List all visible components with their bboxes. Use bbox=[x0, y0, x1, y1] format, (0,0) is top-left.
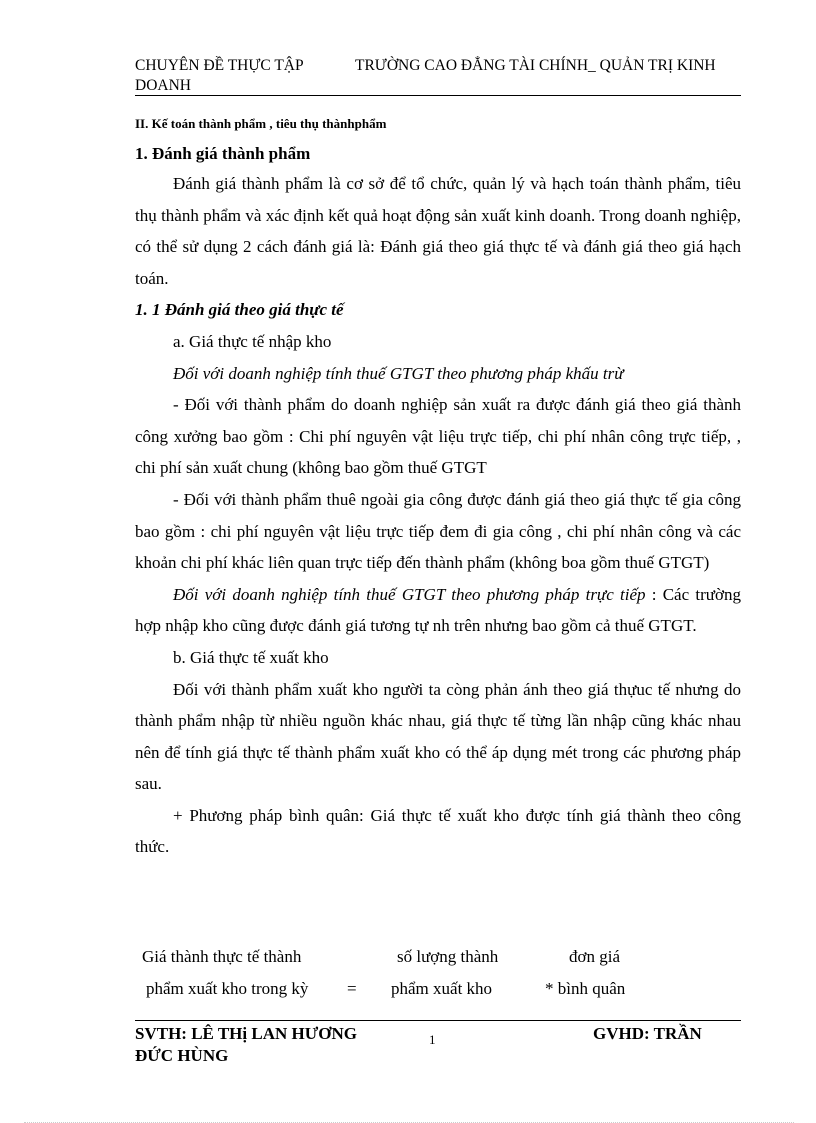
document-body bbox=[135, 114, 741, 863]
header-left: CHUYÊN ĐỀ THỰC TẬP bbox=[135, 57, 304, 74]
paragraph-2: - Đối với thành phẩm do doanh nghiệp sản xuất ra được đánh giá theo giá thành công xưởng bao gồm : Chi phí nguyên vật liệu trực tiếp, chi phí nhân công trực tiếp, , chi phí sản xuất chung (không bao gồm thuế GTGT bbox=[135, 395, 741, 478]
formula-r1c2: số lượng thành bbox=[397, 947, 499, 966]
subheading-b: b. Giá thực tế xuất kho bbox=[173, 647, 329, 667]
subheading-a: a. Giá thực tế nhập kho bbox=[173, 331, 332, 351]
paragraph-1: Đánh giá thành phẩm là cơ sở để tổ chức, quản lý và hạch toán thành phẩm, tiêu thụ thành phẩm và xác định kết quả hoạt động sản xuất kinh doanh. Trong doanh nghiệp, có thể sử dụng 2 cách đánh giá là: Đánh giá theo giá thực tế và đánh giá theo giá hạch toán. bbox=[135, 174, 741, 288]
footer-rule bbox=[135, 1020, 741, 1021]
footer-right: GVHD: TRẦN bbox=[593, 1024, 702, 1043]
formula bbox=[135, 947, 741, 1007]
page-number: 1 bbox=[429, 1032, 436, 1047]
paragraph-3: - Đối với thành phẩm thuê ngoài gia công được đánh giá theo giá thực tế gia công bao gồm : chi phí nguyên vật liệu trực tiếp đem đi gia công , chi phí nhân công và các khoản chi phí khác liên quan trực tiếp đến thành phẩm (không boa gồm thuế GTGT) bbox=[135, 489, 741, 573]
formula-r1c3: đơn giá bbox=[569, 947, 621, 966]
formula-equals: = bbox=[347, 979, 357, 998]
paragraph-4-rest: : Các trường hợp nhập kho cũng được đánh giá tương tự nh trên nhưng bao gồm cả thuế GTGT. bbox=[135, 584, 741, 636]
heading-1: 1. Đánh giá thành phẩm bbox=[135, 144, 311, 163]
paragraph-4-italic: Đối với doanh nghiệp tính thuế GTGT theo phương pháp trực tiếp bbox=[173, 584, 646, 604]
formula-r2c2: phẩm xuất kho bbox=[391, 979, 493, 998]
formula-r1c1: Giá thành thực tế thành bbox=[142, 947, 302, 966]
heading-1-1: 1. 1 Đánh giá theo giá thực tế bbox=[135, 300, 344, 320]
formula-r2c1: phẩm xuất kho trong kỳ bbox=[146, 979, 309, 998]
paragraph-5: Đối với thành phẩm xuất kho người ta còng phản ánh theo giá thựuc tế nhưng do thành phẩm nhập từ nhiều nguồn khác nhau, giá thực tế từng lần nhập cũng khác nhau nên để tính giá thực tế thành phẩm xuất kho có thể áp dụng mét trong các phương pháp sau. bbox=[135, 679, 741, 794]
header-rule bbox=[135, 95, 741, 96]
footer-left: SVTH: LÊ THị LAN HƯƠNG bbox=[135, 1024, 357, 1043]
italic-line-a: Đối với doanh nghiệp tính thuế GTGT theo phương pháp khấu trừ bbox=[173, 363, 624, 383]
section-title: II. Kế toán thành phẩm , tiêu thụ thànhphẩm bbox=[135, 116, 387, 131]
formula-r2c3: * bình quân bbox=[545, 979, 626, 998]
header-right: TRƯỜNG CAO ĐẲNG TÀI CHÍNH_ QUẢN TRỊ KINH bbox=[355, 57, 716, 74]
footer-wrap: ĐỨC HÙNG bbox=[135, 1046, 229, 1065]
paragraph-4 bbox=[135, 579, 741, 642]
header-wrap: DOANH bbox=[135, 77, 191, 94]
paragraph-6: + Phương pháp bình quân: Giá thực tế xuất kho được tính giá thành theo công thức. bbox=[135, 805, 741, 857]
